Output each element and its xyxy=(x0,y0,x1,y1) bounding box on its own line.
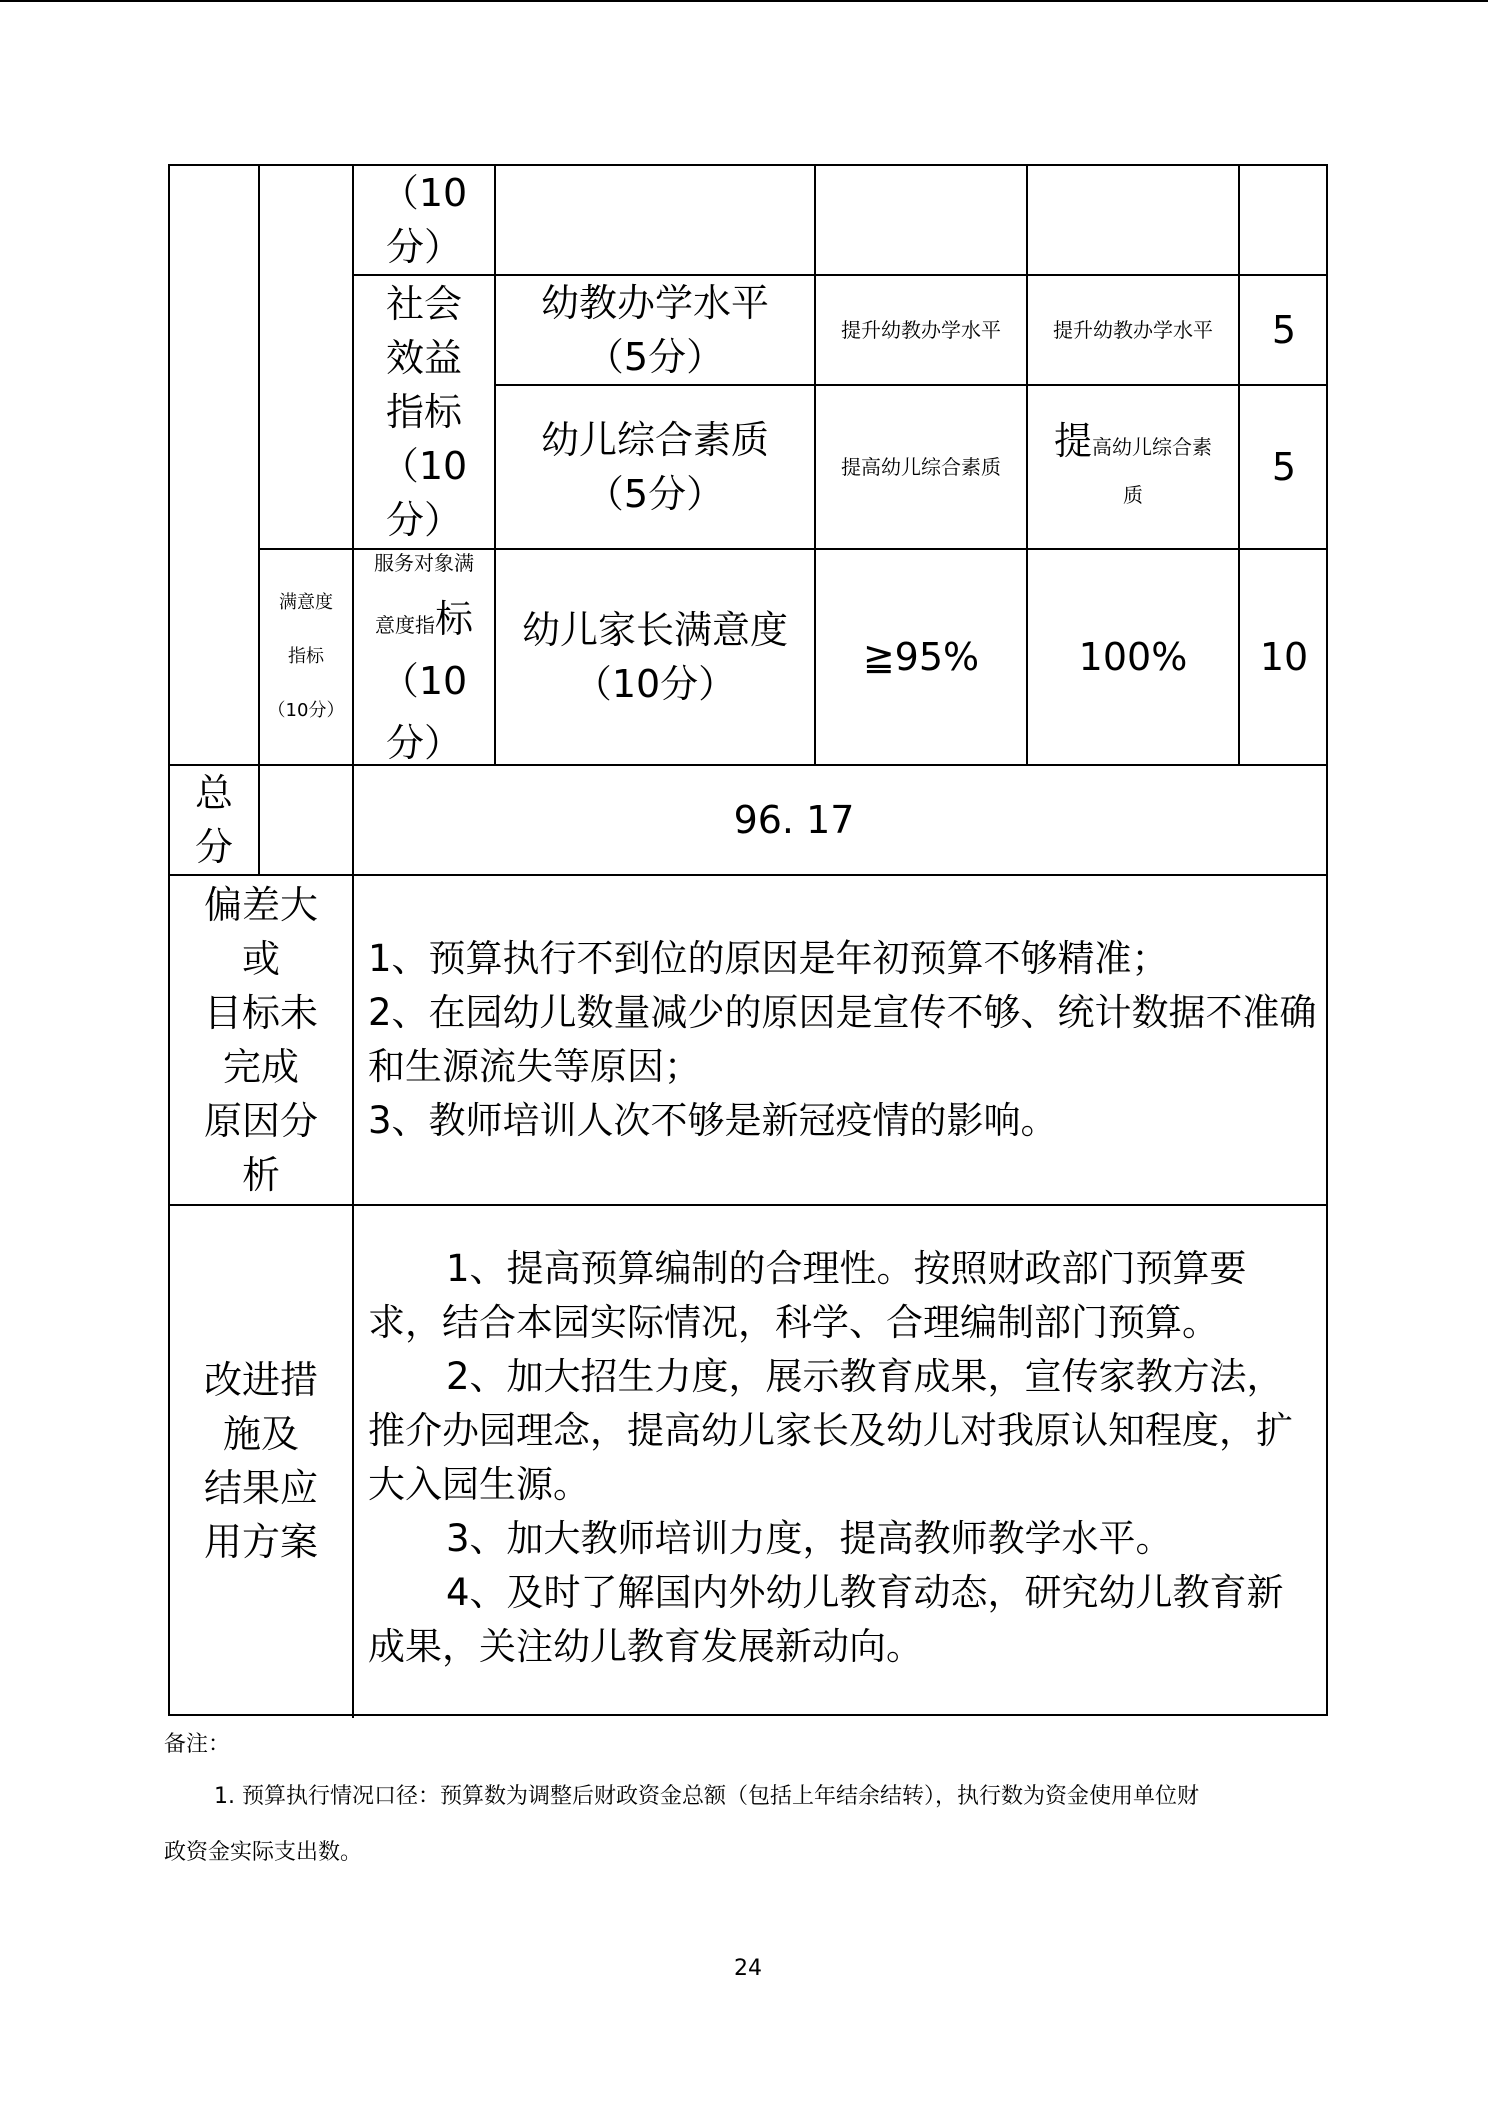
actual-cell: 100% xyxy=(1078,635,1188,679)
deviation-label: 偏差大 或 目标未 完成 原因分 析 xyxy=(203,883,318,1197)
score-cell: 5 xyxy=(1271,445,1297,489)
actual-cell: 提升幼教办学水平 xyxy=(1053,318,1213,342)
deviation-line: 2、在园幼儿数量减少的原因是宣传不够、统计数据不准确和生源流失等原因； xyxy=(368,991,1317,1088)
metric-cell: 幼儿综合素质 （5分） xyxy=(540,418,769,516)
target-cell: ≧95% xyxy=(862,635,980,679)
note-line: 政资金实际支出数。 xyxy=(164,1840,363,1865)
target-cell: 提升幼教办学水平 xyxy=(841,318,1001,342)
satisfaction-category: 满意度 指标 （10分） xyxy=(267,592,345,721)
score-cell: 5 xyxy=(1271,308,1297,352)
score-cell: 10 xyxy=(1259,635,1309,679)
target-cell: 提高幼儿综合素质 xyxy=(841,455,1001,479)
actual-cell xyxy=(1028,386,1238,548)
sub-text-rest: （10 分） xyxy=(380,659,468,765)
metric-cell: 幼教办学水平 （5分） xyxy=(540,281,769,379)
sub-text-large: 标 xyxy=(434,597,473,641)
note-line: 1. 预算执行情况口径：预算数为调整后财政资金总额（包括上年结余结转），执行数为资金使用单位财 xyxy=(214,1784,1199,1809)
sub-text-small: 服务对象满 意度指 xyxy=(374,551,474,637)
notes-heading: 备注： xyxy=(164,1732,231,1757)
metric-cell: 幼儿家长满意度 （10分） xyxy=(521,608,788,706)
actual-text-small: 高幼儿综合素 质 xyxy=(1092,434,1212,507)
sub-indicator-cell: （10 分） xyxy=(380,171,468,269)
satisfaction-sub-indicator xyxy=(354,550,494,764)
improvement-line: 1、提高预算编制的合理性。按照财政部门预算要求，结合本园实际情况，科学、合理编制部门预算。 xyxy=(368,1247,1247,1344)
performance-table xyxy=(168,164,1328,1716)
improvement-text xyxy=(368,1242,1318,1674)
actual-text-large: 提 xyxy=(1053,418,1092,463)
page-top-border xyxy=(0,0,1488,2)
deviation-text xyxy=(368,932,1318,1148)
deviation-line: 3、教师培训人次不够是新冠疫情的影响。 xyxy=(368,1099,1058,1142)
social-benefit-label: 社会 效益 指标 （10 分） xyxy=(380,282,468,542)
improvement-label: 改进措 施及 结果应 用方案 xyxy=(203,1358,318,1564)
improvement-line: 4、及时了解国内外幼儿教育动态，研究幼儿教育新成果，关注幼儿教育发展新动向。 xyxy=(368,1571,1284,1668)
improvement-line: 3、加大教师培训力度，提高教师教学水平。 xyxy=(446,1517,1173,1560)
total-score: 96. 17 xyxy=(733,798,855,842)
improvement-line: 2、加大招生力度，展示教育成果，宣传家教方法，推介办园理念，提高幼儿家长及幼儿对我原认知程度，扩大入园生源。 xyxy=(368,1355,1293,1506)
page-number: 24 xyxy=(734,1956,762,1981)
deviation-line: 1、预算执行不到位的原因是年初预算不够精准； xyxy=(368,937,1169,980)
total-label: 总 分 xyxy=(194,771,233,869)
